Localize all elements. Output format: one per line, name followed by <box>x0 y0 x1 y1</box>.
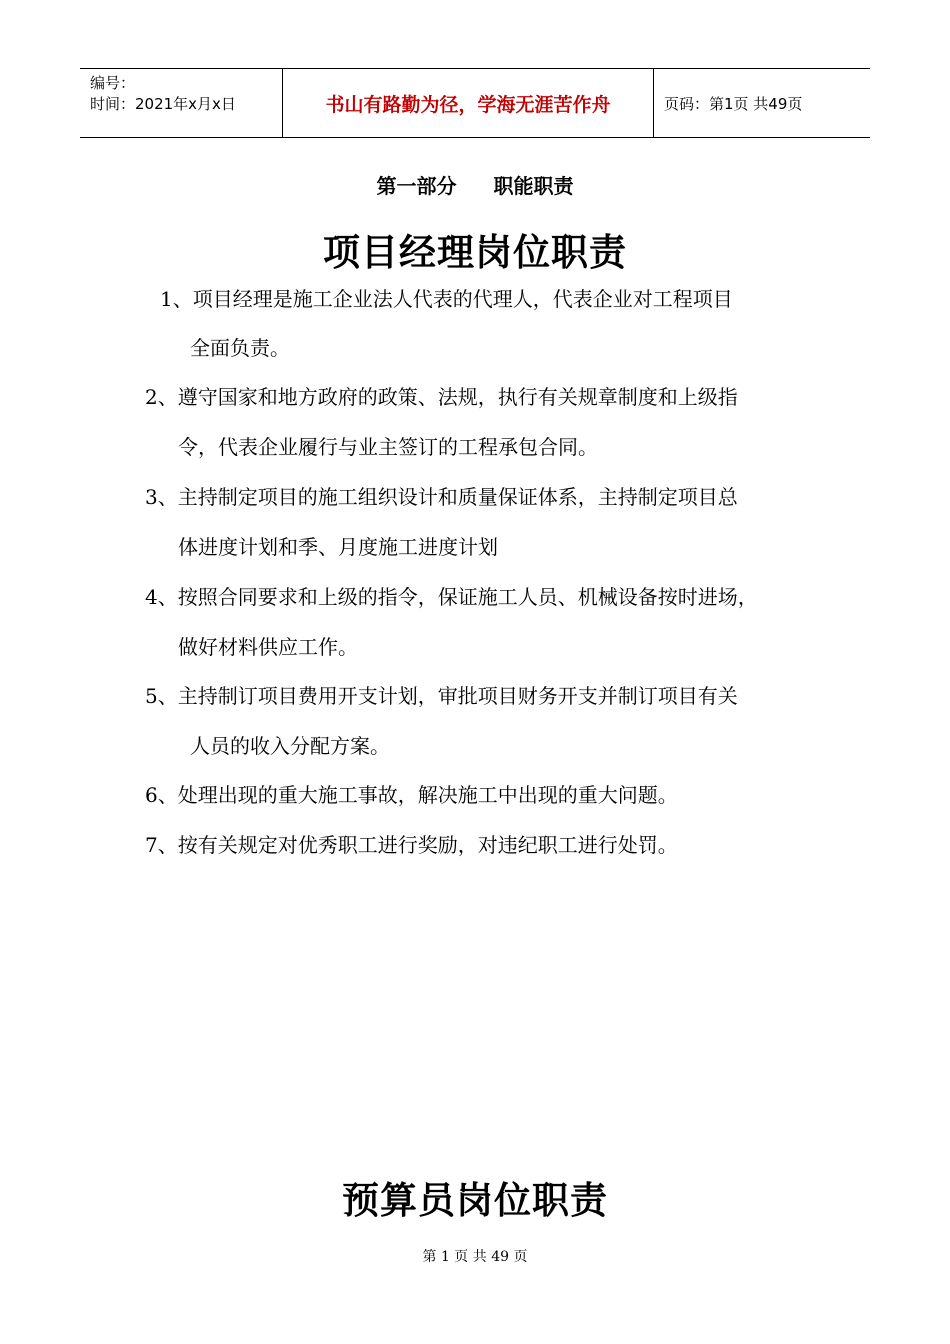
item-6-line-1: 6、处理出现的重大施工事故，解决施工中出现的重大问题。 <box>145 783 678 807</box>
header-meta <box>80 69 282 137</box>
main-title: 项目经理岗位职责 <box>323 230 627 274</box>
section-title: 第一部分 职能职责 <box>376 174 574 198</box>
item-3-line-2: 体进度计划和季、月度施工进度计划 <box>178 535 498 559</box>
item-7-line-1: 7、按有关规定对优秀职工进行奖励，对违纪职工进行处罚。 <box>145 833 678 857</box>
header-motto: 书山有路勤为径，学海无涯苦作舟 <box>282 69 654 137</box>
code-label: 编号： <box>90 74 136 92</box>
header-page-info: 页码：第1页 共49页 <box>664 94 803 113</box>
next-section-title: 预算员岗位职责 <box>342 1178 608 1222</box>
item-2-line-2: 令，代表企业履行与业主签订的工程承包合同。 <box>178 435 598 459</box>
document-header <box>80 68 870 138</box>
item-5-line-2: 人员的收入分配方案。 <box>190 734 390 758</box>
item-1-line-2: 全面负责。 <box>190 336 290 360</box>
item-4-line-2: 做好材料供应工作。 <box>178 635 358 659</box>
date-label: 时间：2021年x月x日 <box>90 95 236 113</box>
item-2-line-1: 2、遵守国家和地方政府的政策、法规，执行有关规章制度和上级指 <box>145 385 738 409</box>
item-1-line-1: 1、项目经理是施工企业法人代表的代理人，代表企业对工程项目 <box>160 287 733 311</box>
item-4-line-1: 4、按照合同要求和上级的指令，保证施工人员、机械设备按时进场， <box>145 585 758 609</box>
item-5-line-1: 5、主持制订项目费用开支计划，审批项目财务开支并制订项目有关 <box>145 684 738 708</box>
item-3-line-1: 3、主持制定项目的施工组织设计和质量保证体系，主持制定项目总 <box>145 485 738 509</box>
page-footer: 第 1 页 共 49 页 <box>422 1249 528 1265</box>
